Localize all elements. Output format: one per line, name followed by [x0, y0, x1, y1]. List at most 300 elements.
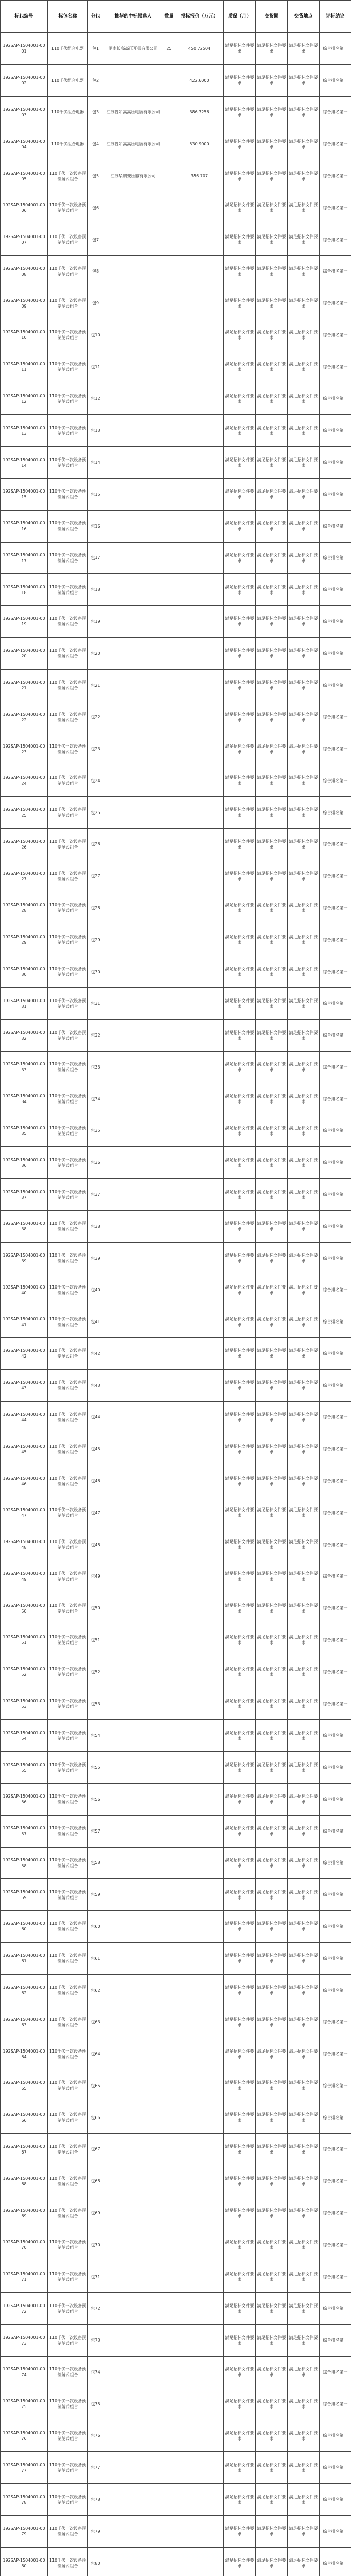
- cell-delivery: 满足招标文件要求: [256, 1656, 288, 1688]
- cell-qty: [163, 2420, 176, 2452]
- cell-name: 110千伏一次设备预制舱式组合: [48, 1783, 88, 1815]
- table-row: [1, 1433, 351, 1465]
- cell-qty: [163, 1052, 176, 1083]
- cell-delivery: 满足招标文件要求: [256, 96, 288, 128]
- cell-warranty: 满足招标文件要求: [224, 2229, 256, 2261]
- cell-conclusion: 综合排名第一: [320, 924, 351, 956]
- cell-delivery: 满足招标文件要求: [256, 2420, 288, 2452]
- cell-price: [176, 256, 224, 287]
- cell-lot: 包68: [88, 2165, 103, 2197]
- cell-code: 192SAP-1504001-0063: [1, 2006, 48, 2038]
- table-row: [1, 224, 351, 256]
- table-row: [1, 1942, 351, 1974]
- cell-name: 110千伏一次设备预制舱式组合: [48, 1497, 88, 1529]
- cell-code: 192SAP-1504001-0019: [1, 606, 48, 638]
- cell-lot: 包80: [88, 2547, 103, 2576]
- cell-bidder: [103, 2070, 163, 2102]
- cell-conclusion: 综合排名第一: [320, 1401, 351, 1433]
- cell-name: 110千伏一次设备预制舱式组合: [48, 256, 88, 287]
- cell-conclusion: 综合排名第一: [320, 733, 351, 765]
- cell-conclusion: 综合排名第一: [320, 2261, 351, 2293]
- cell-qty: [163, 2197, 176, 2229]
- cell-code: 192SAP-1504001-0039: [1, 1242, 48, 1274]
- cell-delivery: 满足招标文件要求: [256, 478, 288, 510]
- cell-location: 满足招标文件要求: [288, 2452, 320, 2484]
- cell-conclusion: 综合排名第一: [320, 892, 351, 924]
- cell-lot: 包54: [88, 1720, 103, 1752]
- cell-price: 450.72504: [176, 33, 224, 65]
- cell-warranty: 满足招标文件要求: [224, 1179, 256, 1211]
- cell-bidder: [103, 2325, 163, 2357]
- cell-warranty: 满足招标文件要求: [224, 64, 256, 96]
- cell-conclusion: 综合排名第一: [320, 1752, 351, 1784]
- cell-lot: 包43: [88, 1369, 103, 1401]
- table-row: [1, 701, 351, 733]
- cell-delivery: 满足招标文件要求: [256, 2070, 288, 2102]
- cell-bidder: 江苏省如高高压电器有限公司: [103, 128, 163, 160]
- cell-location: 满足招标文件要求: [288, 606, 320, 638]
- cell-qty: [163, 2484, 176, 2516]
- cell-conclusion: 综合排名第一: [320, 2229, 351, 2261]
- cell-conclusion: 综合排名第一: [320, 64, 351, 96]
- cell-price: [176, 2515, 224, 2547]
- cell-code: 192SAP-1504001-0030: [1, 956, 48, 988]
- cell-lot: 包70: [88, 2229, 103, 2261]
- cell-location: 满足招标文件要求: [288, 1974, 320, 2006]
- cell-location: 满足招标文件要求: [288, 1942, 320, 1974]
- cell-conclusion: 综合排名第一: [320, 1942, 351, 1974]
- cell-location: 满足招标文件要求: [288, 2165, 320, 2197]
- cell-price: [176, 1656, 224, 1688]
- cell-location: 满足招标文件要求: [288, 796, 320, 828]
- cell-delivery: 满足招标文件要求: [256, 1974, 288, 2006]
- cell-price: [176, 1052, 224, 1083]
- cell-name: 110千伏一次设备预制舱式组合: [48, 765, 88, 796]
- table-row: [1, 1592, 351, 1624]
- cell-warranty: 满足招标文件要求: [224, 1497, 256, 1529]
- cell-conclusion: 综合排名第一: [320, 1210, 351, 1242]
- cell-warranty: 满足招标文件要求: [224, 319, 256, 351]
- cell-delivery: 满足招标文件要求: [256, 1688, 288, 1720]
- cell-delivery: 满足招标文件要求: [256, 1465, 288, 1497]
- cell-code: 192SAP-1504001-0058: [1, 1847, 48, 1879]
- cell-conclusion: 综合排名第一: [320, 542, 351, 574]
- cell-code: 192SAP-1504001-0057: [1, 1815, 48, 1847]
- cell-qty: [163, 988, 176, 1020]
- cell-conclusion: 综合排名第一: [320, 478, 351, 510]
- cell-delivery: 满足招标文件要求: [256, 2293, 288, 2325]
- cell-delivery: 满足招标文件要求: [256, 637, 288, 669]
- cell-price: [176, 701, 224, 733]
- table-row: [1, 1688, 351, 1720]
- cell-bidder: [103, 2452, 163, 2484]
- table-row: [1, 160, 351, 192]
- cell-conclusion: 综合排名第一: [320, 192, 351, 224]
- cell-conclusion: 综合排名第一: [320, 1592, 351, 1624]
- cell-warranty: 满足招标文件要求: [224, 574, 256, 606]
- cell-warranty: 满足招标文件要求: [224, 1465, 256, 1497]
- cell-warranty: 满足招标文件要求: [224, 1401, 256, 1433]
- cell-warranty: 满足招标文件要求: [224, 1783, 256, 1815]
- cell-location: 满足招标文件要求: [288, 1242, 320, 1274]
- cell-delivery: 满足招标文件要求: [256, 2038, 288, 2070]
- cell-warranty: 满足招标文件要求: [224, 2293, 256, 2325]
- cell-bidder: [103, 1147, 163, 1179]
- cell-delivery: 满足招标文件要求: [256, 447, 288, 479]
- cell-price: [176, 956, 224, 988]
- cell-code: 192SAP-1504001-0078: [1, 2484, 48, 2516]
- table-row: [1, 2515, 351, 2547]
- cell-bidder: [103, 2102, 163, 2133]
- cell-location: 满足招标文件要求: [288, 1783, 320, 1815]
- cell-price: [176, 478, 224, 510]
- cell-price: [176, 1497, 224, 1529]
- cell-lot: 包22: [88, 701, 103, 733]
- table-row: [1, 2229, 351, 2261]
- cell-lot: 包44: [88, 1401, 103, 1433]
- cell-qty: 25: [163, 33, 176, 65]
- cell-bidder: [103, 1720, 163, 1752]
- cell-warranty: 满足招标文件要求: [224, 2070, 256, 2102]
- cell-bidder: [103, 2197, 163, 2229]
- cell-price: [176, 2452, 224, 2484]
- cell-name: 110千伏一次设备预制舱式组合: [48, 828, 88, 860]
- table-row: [1, 2420, 351, 2452]
- cell-code: 192SAP-1504001-0009: [1, 287, 48, 319]
- cell-bidder: [103, 383, 163, 415]
- table-row: [1, 2070, 351, 2102]
- cell-bidder: [103, 1401, 163, 1433]
- cell-conclusion: 综合排名第一: [320, 1433, 351, 1465]
- cell-bidder: [103, 510, 163, 542]
- cell-price: [176, 574, 224, 606]
- table-row: [1, 1147, 351, 1179]
- table-row: [1, 2357, 351, 2388]
- header-bidder: 推荐的中标候选人: [103, 1, 163, 33]
- table-row: [1, 64, 351, 96]
- cell-bidder: [103, 2006, 163, 2038]
- cell-delivery: 满足招标文件要求: [256, 224, 288, 256]
- cell-lot: 包77: [88, 2452, 103, 2484]
- cell-bidder: [103, 1210, 163, 1242]
- table-row: [1, 2133, 351, 2165]
- cell-code: 192SAP-1504001-0077: [1, 2452, 48, 2484]
- cell-warranty: 满足招标文件要求: [224, 2197, 256, 2229]
- cell-bidder: [103, 1624, 163, 1656]
- cell-price: [176, 2357, 224, 2388]
- cell-conclusion: 综合排名第一: [320, 2452, 351, 2484]
- cell-bidder: [103, 447, 163, 479]
- cell-price: [176, 224, 224, 256]
- cell-price: [176, 1688, 224, 1720]
- cell-qty: [163, 1688, 176, 1720]
- cell-warranty: 满足招标文件要求: [224, 1083, 256, 1115]
- cell-name: 110千伏一次设备预制舱式组合: [48, 2070, 88, 2102]
- cell-code: 192SAP-1504001-0032: [1, 1020, 48, 1052]
- cell-lot: 包74: [88, 2357, 103, 2388]
- cell-delivery: 满足招标文件要求: [256, 765, 288, 796]
- cell-conclusion: 综合排名第一: [320, 1624, 351, 1656]
- cell-conclusion: 综合排名第一: [320, 1052, 351, 1083]
- cell-lot: 包35: [88, 1115, 103, 1147]
- cell-location: 满足招标文件要求: [288, 2261, 320, 2293]
- table-row: [1, 2165, 351, 2197]
- cell-warranty: 满足招标文件要求: [224, 1052, 256, 1083]
- table-row: [1, 2547, 351, 2576]
- cell-price: [176, 2197, 224, 2229]
- cell-code: 192SAP-1504001-0065: [1, 2070, 48, 2102]
- cell-price: [176, 1210, 224, 1242]
- cell-conclusion: 综合排名第一: [320, 574, 351, 606]
- cell-price: [176, 892, 224, 924]
- cell-lot: 包40: [88, 1274, 103, 1306]
- cell-conclusion: 综合排名第一: [320, 1879, 351, 1911]
- cell-lot: 包69: [88, 2197, 103, 2229]
- cell-warranty: 满足招标文件要求: [224, 2006, 256, 2038]
- cell-bidder: [103, 1052, 163, 1083]
- table-row: [1, 637, 351, 669]
- cell-name: 110千伏一次设备预制舱式组合: [48, 2006, 88, 2038]
- cell-name: 110千伏一次设备预制舱式组合: [48, 2133, 88, 2165]
- cell-name: 110千伏一次设备预制舱式组合: [48, 2165, 88, 2197]
- cell-code: 192SAP-1504001-0005: [1, 160, 48, 192]
- cell-location: 满足招标文件要求: [288, 574, 320, 606]
- cell-name: 110千伏一次设备预制舱式组合: [48, 2484, 88, 2516]
- cell-code: 192SAP-1504001-0056: [1, 1783, 48, 1815]
- cell-price: [176, 2133, 224, 2165]
- table-row: [1, 1847, 351, 1879]
- cell-qty: [163, 1720, 176, 1752]
- cell-delivery: 满足招标文件要求: [256, 2197, 288, 2229]
- cell-bidder: [103, 1369, 163, 1401]
- cell-bidder: [103, 1847, 163, 1879]
- cell-price: [176, 1179, 224, 1211]
- cell-delivery: 满足招标文件要求: [256, 828, 288, 860]
- cell-lot: 包38: [88, 1210, 103, 1242]
- cell-lot: 包46: [88, 1465, 103, 1497]
- cell-code: 192SAP-1504001-0049: [1, 1561, 48, 1592]
- cell-qty: [163, 319, 176, 351]
- cell-price: [176, 1306, 224, 1338]
- cell-delivery: 满足招标文件要求: [256, 160, 288, 192]
- table-row: [1, 1242, 351, 1274]
- cell-price: [176, 2261, 224, 2293]
- cell-price: 356.707: [176, 160, 224, 192]
- cell-qty: [163, 2165, 176, 2197]
- cell-name: 110千伏一次设备预制舱式组合: [48, 1274, 88, 1306]
- cell-lot: 包37: [88, 1179, 103, 1211]
- cell-qty: [163, 606, 176, 638]
- cell-delivery: 满足招标文件要求: [256, 988, 288, 1020]
- cell-bidder: [103, 1815, 163, 1847]
- cell-price: [176, 1561, 224, 1592]
- cell-conclusion: 综合排名第一: [320, 988, 351, 1020]
- cell-price: [176, 1465, 224, 1497]
- cell-conclusion: 综合排名第一: [320, 1369, 351, 1401]
- cell-conclusion: 综合排名第一: [320, 2102, 351, 2133]
- cell-price: [176, 510, 224, 542]
- cell-lot: 包39: [88, 1242, 103, 1274]
- cell-bidder: [103, 1783, 163, 1815]
- table-row: [1, 2325, 351, 2357]
- cell-name: 110千伏一次设备预制舱式组合: [48, 1210, 88, 1242]
- cell-qty: [163, 160, 176, 192]
- header-lot: 分包: [88, 1, 103, 33]
- cell-name: 110千伏一次设备预制舱式组合: [48, 1688, 88, 1720]
- cell-warranty: 满足招标文件要求: [224, 1306, 256, 1338]
- cell-delivery: 满足招标文件要求: [256, 2102, 288, 2133]
- cell-conclusion: 综合排名第一: [320, 1306, 351, 1338]
- cell-warranty: 满足招标文件要求: [224, 637, 256, 669]
- table-row: [1, 1274, 351, 1306]
- cell-warranty: 满足招标文件要求: [224, 733, 256, 765]
- cell-code: 192SAP-1504001-0020: [1, 637, 48, 669]
- cell-delivery: 满足招标文件要求: [256, 319, 288, 351]
- cell-conclusion: 综合排名第一: [320, 2006, 351, 2038]
- cell-code: 192SAP-1504001-0048: [1, 1529, 48, 1561]
- cell-lot: 包79: [88, 2515, 103, 2547]
- cell-code: 192SAP-1504001-0018: [1, 574, 48, 606]
- cell-conclusion: 综合排名第一: [320, 33, 351, 65]
- cell-warranty: 满足招标文件要求: [224, 1942, 256, 1974]
- cell-conclusion: 综合排名第一: [320, 637, 351, 669]
- cell-code: 192SAP-1504001-0080: [1, 2547, 48, 2576]
- cell-qty: [163, 2452, 176, 2484]
- cell-warranty: 满足招标文件要求: [224, 1338, 256, 1370]
- cell-delivery: 满足招标文件要求: [256, 1783, 288, 1815]
- cell-lot: 包33: [88, 1052, 103, 1083]
- cell-name: 110千伏一次设备预制舱式组合: [48, 415, 88, 447]
- cell-location: 满足招标文件要求: [288, 2484, 320, 2516]
- cell-location: 满足招标文件要求: [288, 2102, 320, 2133]
- cell-lot: 包27: [88, 860, 103, 892]
- cell-code: 192SAP-1504001-0068: [1, 2165, 48, 2197]
- cell-bidder: 江苏华鹏变压器有限公司: [103, 160, 163, 192]
- cell-location: 满足招标文件要求: [288, 510, 320, 542]
- cell-code: 192SAP-1504001-0053: [1, 1688, 48, 1720]
- cell-bidder: [103, 860, 163, 892]
- cell-delivery: 满足招标文件要求: [256, 1052, 288, 1083]
- cell-bidder: [103, 2261, 163, 2293]
- cell-code: 192SAP-1504001-0037: [1, 1179, 48, 1211]
- cell-code: 192SAP-1504001-0038: [1, 1210, 48, 1242]
- cell-lot: 包5: [88, 160, 103, 192]
- cell-location: 满足招标文件要求: [288, 1369, 320, 1401]
- cell-bidder: [103, 892, 163, 924]
- cell-delivery: 满足招标文件要求: [256, 1179, 288, 1211]
- cell-warranty: 满足招标文件要求: [224, 828, 256, 860]
- cell-warranty: 满足招标文件要求: [224, 956, 256, 988]
- cell-code: 192SAP-1504001-0046: [1, 1465, 48, 1497]
- cell-conclusion: 综合排名第一: [320, 287, 351, 319]
- cell-name: 110千伏一次设备预制舱式组合: [48, 2325, 88, 2357]
- table-row: [1, 1783, 351, 1815]
- cell-code: 192SAP-1504001-0047: [1, 1497, 48, 1529]
- cell-name: 110千伏一次设备预制舱式组合: [48, 574, 88, 606]
- cell-code: 192SAP-1504001-0070: [1, 2229, 48, 2261]
- table-row: [1, 1210, 351, 1242]
- cell-qty: [163, 1497, 176, 1529]
- cell-name: 110千伏一次设备预制舱式组合: [48, 1911, 88, 1943]
- cell-price: [176, 606, 224, 638]
- table-row: [1, 1401, 351, 1433]
- cell-location: 满足招标文件要求: [288, 2325, 320, 2357]
- cell-location: 满足招标文件要求: [288, 192, 320, 224]
- cell-location: 满足招标文件要求: [288, 542, 320, 574]
- cell-name: 110千伏一次设备预制舱式组合: [48, 1942, 88, 1974]
- cell-qty: [163, 2070, 176, 2102]
- cell-conclusion: 综合排名第一: [320, 2038, 351, 2070]
- cell-code: 192SAP-1504001-0010: [1, 319, 48, 351]
- cell-code: 192SAP-1504001-0064: [1, 2038, 48, 2070]
- cell-qty: [163, 287, 176, 319]
- cell-bidder: [103, 319, 163, 351]
- cell-name: 110千伏一次设备预制舱式组合: [48, 1242, 88, 1274]
- cell-lot: 包7: [88, 224, 103, 256]
- cell-qty: [163, 383, 176, 415]
- cell-name: 110千伏一次设备预制舱式组合: [48, 956, 88, 988]
- cell-bidder: [103, 2388, 163, 2420]
- table-row: [1, 1115, 351, 1147]
- cell-qty: [163, 1847, 176, 1879]
- cell-delivery: 满足招标文件要求: [256, 2229, 288, 2261]
- cell-bidder: 湖南长高高压开关有限公司: [103, 33, 163, 65]
- table-row: [1, 319, 351, 351]
- cell-name: 110千伏一次设备预制舱式组合: [48, 1561, 88, 1592]
- table-row: [1, 892, 351, 924]
- cell-location: 满足招标文件要求: [288, 160, 320, 192]
- cell-bidder: [103, 2515, 163, 2547]
- cell-name: 110千伏一次设备预制舱式组合: [48, 542, 88, 574]
- table-row: [1, 1083, 351, 1115]
- cell-lot: 包29: [88, 924, 103, 956]
- cell-location: 满足招标文件要求: [288, 224, 320, 256]
- cell-qty: [163, 2357, 176, 2388]
- cell-qty: [163, 701, 176, 733]
- cell-price: [176, 2484, 224, 2516]
- table-row: [1, 956, 351, 988]
- cell-name: 110千伏一次设备预制舱式组合: [48, 2420, 88, 2452]
- cell-warranty: 满足招标文件要求: [224, 1815, 256, 1847]
- cell-code: 192SAP-1504001-0036: [1, 1147, 48, 1179]
- cell-lot: 包72: [88, 2293, 103, 2325]
- cell-warranty: 满足招标文件要求: [224, 1656, 256, 1688]
- cell-name: 110千伏一次设备预制舱式组合: [48, 2515, 88, 2547]
- cell-conclusion: 综合排名第一: [320, 2484, 351, 2516]
- cell-bidder: [103, 1688, 163, 1720]
- cell-delivery: 满足招标文件要求: [256, 2261, 288, 2293]
- cell-name: 110千伏一次设备预制舱式组合: [48, 1338, 88, 1370]
- cell-warranty: 满足招标文件要求: [224, 33, 256, 65]
- cell-qty: [163, 510, 176, 542]
- cell-name: 110千伏一次设备预制舱式组合: [48, 606, 88, 638]
- cell-qty: [163, 192, 176, 224]
- table-row: [1, 192, 351, 224]
- cell-name: 110千伏一次设备预制舱式组合: [48, 510, 88, 542]
- header-qty: 数量: [163, 1, 176, 33]
- cell-price: [176, 1242, 224, 1274]
- cell-qty: [163, 924, 176, 956]
- cell-price: [176, 2165, 224, 2197]
- cell-qty: [163, 860, 176, 892]
- cell-conclusion: 综合排名第一: [320, 2420, 351, 2452]
- table-row: [1, 1911, 351, 1943]
- cell-conclusion: 综合排名第一: [320, 1020, 351, 1052]
- cell-price: [176, 1369, 224, 1401]
- cell-lot: 包18: [88, 574, 103, 606]
- cell-conclusion: 综合排名第一: [320, 2293, 351, 2325]
- cell-location: 满足招标文件要求: [288, 383, 320, 415]
